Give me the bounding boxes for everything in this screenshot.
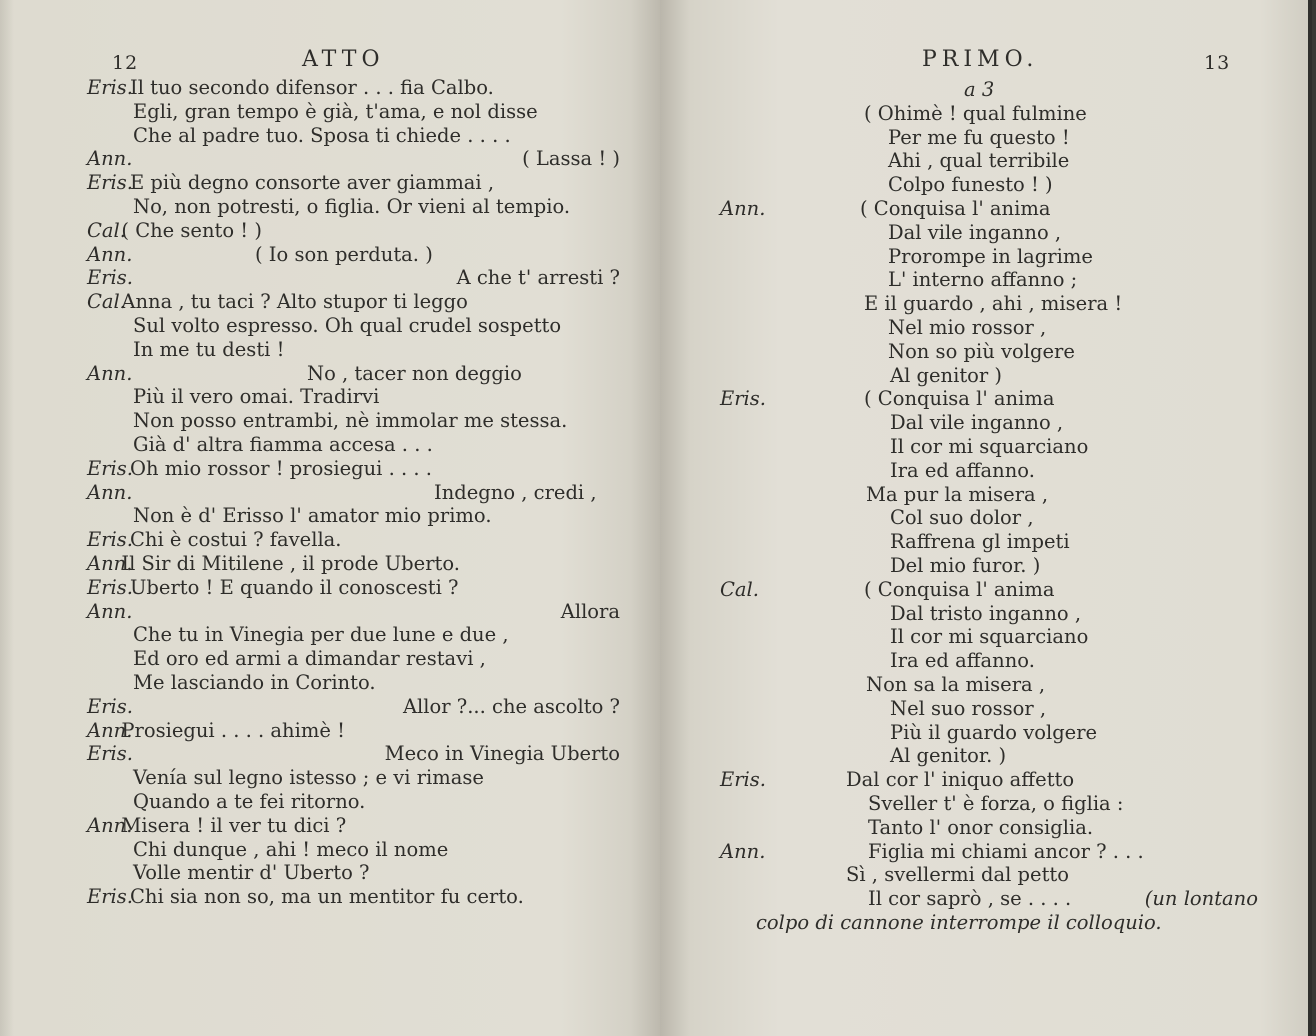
speaker-label: Eris. <box>87 694 133 718</box>
text-line <box>660 816 1312 840</box>
verse-text: Che al padre tuo. Sposa ti chiede . . . . <box>133 123 511 147</box>
verse-text: Me lasciando in Corinto. <box>133 671 376 694</box>
text-line <box>660 506 1312 530</box>
verse-text: Nel mio rossor , <box>888 316 1047 339</box>
speaker-label: Ann. <box>87 599 133 623</box>
speaker-label: Ann. <box>87 242 133 266</box>
verse-text-right: Allor ?... che ascolto ? <box>402 694 620 718</box>
speaker-label: Eris. <box>87 76 133 99</box>
verse-text: No, non potresti, o figlia. Or vieni al tempio. <box>133 195 571 218</box>
text-line <box>0 552 660 576</box>
speaker-label: Ann. <box>720 197 766 220</box>
speaker-label: Eris. <box>87 528 133 552</box>
text-line <box>0 171 660 195</box>
verse-text: Prorompe in lagrime <box>888 244 1093 268</box>
verse-text: ( Conquisa l' anima <box>864 387 1055 411</box>
verse-text: ( Che sento ! ) <box>121 218 262 242</box>
text-line <box>0 314 660 338</box>
verse-text: Chi sia non so, ma un mentitor fu certo. <box>130 885 524 909</box>
text-line <box>0 124 660 148</box>
verse-text: Chi è costui ? favella. <box>130 528 342 552</box>
text-line <box>660 364 1312 388</box>
verse-text: Non posso entrambi, nè immolar me stessa. <box>133 409 568 433</box>
speaker-label: Ann. <box>87 147 133 171</box>
text-line <box>660 221 1312 245</box>
text-line <box>0 695 660 719</box>
text-line <box>660 649 1312 673</box>
speaker-label: Eris. <box>87 575 133 599</box>
text-line <box>660 863 1312 887</box>
page-number-right: 13 <box>1204 52 1231 74</box>
verse-text: Ira ed affanno. <box>890 649 1035 673</box>
verse-text: Ira ed affanno. <box>890 458 1035 482</box>
verse-text: Volle mentir d' Uberto ? <box>133 861 370 885</box>
text-line <box>660 173 1312 197</box>
text-line <box>0 290 660 314</box>
text-line <box>660 697 1312 721</box>
text-line <box>660 911 1312 935</box>
speaker-label: Eris. <box>87 742 133 766</box>
verse-text: Ma pur la misera , <box>866 482 1049 506</box>
text-line <box>0 219 660 243</box>
speaker-label: Eris. <box>720 387 766 411</box>
stage-direction: colpo di cannone interrompe il colloquio. <box>756 911 1162 934</box>
verse-text: Che tu in Vinegia per due lune e due , <box>133 623 509 647</box>
text-line <box>0 147 660 171</box>
verse-text: ( Ohimè ! qual fulmine <box>864 101 1087 125</box>
verse-text: Non è d' Erisso l' amator mio primo. <box>133 504 492 528</box>
verse-text: Il tuo secondo difensor . . . fia Calbo. <box>130 76 494 99</box>
text-line <box>660 459 1312 483</box>
verse-text: ( Io son perduta. ) <box>255 242 433 266</box>
text-line <box>0 528 660 552</box>
verse-text: Del mio furor. ) <box>890 554 1041 577</box>
verse-text: Sul volto espresso. Oh qual crudel sospetto <box>133 314 562 337</box>
verse-text: E il guardo , ahi , misera ! <box>864 292 1123 316</box>
text-line <box>660 268 1312 292</box>
speaker-label: Ann. <box>720 839 766 863</box>
page-edge <box>1308 0 1312 1036</box>
speaker-label: Ann. <box>87 480 133 504</box>
speaker-label: Cal. <box>87 218 126 242</box>
text-line <box>660 78 1312 102</box>
verse-text: L' interno affanno ; <box>888 268 1078 292</box>
text-line <box>660 102 1312 126</box>
verse-text: No , tacer non deggio <box>307 361 522 385</box>
text-line <box>660 387 1312 411</box>
verse-text: Già d' altra fiamma accesa . . . <box>133 433 433 456</box>
text-line <box>660 554 1312 578</box>
text-line <box>0 885 660 909</box>
text-line <box>0 338 660 362</box>
speaker-label: Eris. <box>87 266 133 290</box>
text-line <box>0 671 660 695</box>
text-line <box>660 530 1312 554</box>
text-line <box>660 197 1312 221</box>
text-line <box>0 838 660 862</box>
verse-text: ( Conquisa l' anima <box>864 577 1055 601</box>
verse-text: Indegno , credi , <box>434 480 597 504</box>
verse-text: Figlia mi chiami ancor ? . . . <box>868 839 1144 863</box>
text-line <box>0 861 660 885</box>
text-line <box>0 647 660 671</box>
text-line <box>660 721 1312 745</box>
text-line <box>660 673 1312 697</box>
speaker-label: Eris. <box>87 171 133 195</box>
text-line <box>0 195 660 219</box>
speaker-label: Eris. <box>720 768 766 792</box>
verse-text: Ahi , qual terribile <box>888 149 1070 173</box>
verse-text: ( Conquisa l' anima <box>860 197 1051 220</box>
verse-text: Per me fu questo ! <box>888 125 1070 149</box>
verse-text: Non so più volgere <box>888 339 1075 363</box>
running-head-left: ATTO <box>302 47 385 72</box>
text-line <box>660 411 1312 435</box>
verse-text: Sveller t' è forza, o figlia : <box>868 792 1124 815</box>
text-line <box>0 623 660 647</box>
text-line <box>660 887 1312 911</box>
text-line <box>0 504 660 528</box>
verse-text: Il cor mi squarciano <box>890 625 1089 649</box>
verse-text: Prosiegui . . . . ahimè ! <box>121 718 345 742</box>
text-line <box>660 435 1312 459</box>
verse-text: Misera ! il ver tu dici ? <box>121 813 347 837</box>
text-line <box>0 433 660 457</box>
verse-text: Il cor saprò , se . . . . <box>868 887 1072 911</box>
text-line <box>660 149 1312 173</box>
verse-text: Più il vero omai. Tradirvi <box>133 385 380 409</box>
verse-text: Più il guardo volgere <box>890 720 1098 744</box>
speaker-label: Ann. <box>87 361 133 385</box>
stage-direction: (un lontano <box>1144 887 1258 911</box>
verse-text: E più degno consorte aver giammai , <box>130 171 495 195</box>
text-line <box>660 578 1312 602</box>
verse-text: Il cor mi squarciano <box>890 435 1089 458</box>
text-line <box>660 792 1312 816</box>
verse-text: Dal cor l' iniquo affetto <box>846 768 1075 792</box>
text-line <box>0 385 660 409</box>
text-line <box>0 76 660 100</box>
text-line <box>660 340 1312 364</box>
text-line <box>0 719 660 743</box>
verse-text: Dal vile inganno , <box>890 411 1064 435</box>
verse-text: Egli, gran tempo è già, t'ama, e nol disse <box>133 99 538 123</box>
verse-text: Venía sul legno istesso ; e vi rimase <box>133 766 484 790</box>
text-line <box>0 362 660 386</box>
verse-text: Chi dunque , ahi ! meco il nome <box>133 837 449 861</box>
text-line <box>0 576 660 600</box>
text-line <box>660 625 1312 649</box>
text-line <box>660 245 1312 269</box>
speaker-label: Ann. <box>87 813 133 837</box>
speaker-label: Cal. <box>87 290 126 314</box>
text-line <box>660 292 1312 316</box>
verse-text: Col suo dolor , <box>890 506 1034 530</box>
text-line <box>0 481 660 505</box>
page-number-left: 12 <box>112 52 139 74</box>
verse-text: Nel suo rossor , <box>890 696 1047 720</box>
verse-text: Colpo funesto ! ) <box>888 173 1053 197</box>
verse-text: Al genitor ) <box>890 363 1003 387</box>
verse-text: Anna , tu taci ? Alto stupor ti leggo <box>121 290 468 314</box>
text-line <box>0 457 660 481</box>
speaker-label: Ann. <box>87 552 133 575</box>
verse-text: Non sa la misera , <box>866 673 1046 696</box>
verse-text: Quando a te fei ritorno. <box>133 790 366 813</box>
text-line <box>660 602 1312 626</box>
speaker-label: Cal. <box>720 577 759 601</box>
verse-text: Oh mio rossor ! prosiegui . . . . <box>130 456 432 480</box>
text-line <box>0 766 660 790</box>
running-head-right: PRIMO. <box>922 47 1039 72</box>
verse-text-right: A che t' arresti ? <box>456 266 620 290</box>
verse-text: Ed oro ed armi a dimandar restavi , <box>133 647 486 671</box>
text-line <box>660 768 1312 792</box>
verse-text-right: ( Lassa ! ) <box>522 147 620 171</box>
text-line <box>0 790 660 814</box>
text-line <box>660 744 1312 768</box>
verse-text: Dal tristo inganno , <box>890 601 1082 625</box>
text-line <box>0 266 660 290</box>
text-line <box>0 100 660 124</box>
speaker-label: Ann. <box>87 718 133 742</box>
verse-text: In me tu desti ! <box>133 337 285 361</box>
verse-text: Sì , svellermi dal petto <box>846 863 1069 887</box>
text-line <box>660 840 1312 864</box>
text-line <box>0 409 660 433</box>
verse-text: Il Sir di Mitilene , il prode Uberto. <box>121 552 460 575</box>
text-line <box>660 316 1312 340</box>
verse-text: Tanto l' onor consiglia. <box>868 815 1094 839</box>
verse-text: Al genitor. ) <box>890 744 1007 768</box>
text-line <box>0 814 660 838</box>
verse-text: Dal vile inganno , <box>888 220 1062 244</box>
verse-text-right: Allora <box>560 599 620 623</box>
right-page <box>660 0 1312 1036</box>
stage-direction: a 3 <box>964 78 995 101</box>
text-line <box>660 483 1312 507</box>
text-line <box>0 243 660 267</box>
speaker-label: Eris. <box>87 456 133 480</box>
verse-text-right: Meco in Vinegia Uberto <box>384 742 620 766</box>
text-line <box>0 600 660 624</box>
text-line <box>0 742 660 766</box>
verse-text: Raffrena gl impeti <box>890 530 1070 554</box>
speaker-label: Eris. <box>87 885 133 909</box>
text-line <box>660 126 1312 150</box>
verse-text: Uberto ! E quando il conoscesti ? <box>130 575 459 599</box>
